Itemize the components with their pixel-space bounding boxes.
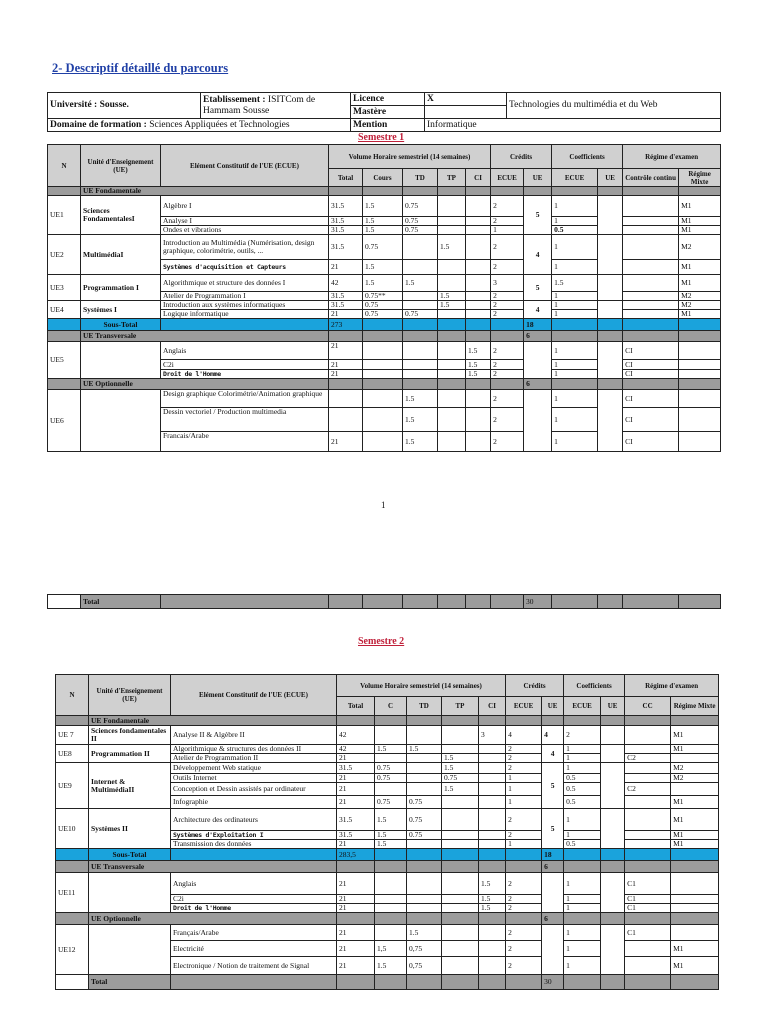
mention-value: Informatique	[425, 119, 721, 132]
header-coefficients: Coefficients	[552, 145, 623, 169]
domaine-cell: Domaine de formation : Sciences Appliquées et Technologies	[48, 119, 351, 132]
header-ecue: Elément Constitutif de l'UE (ECUE)	[161, 145, 329, 187]
licence-mark: X	[425, 93, 507, 106]
mention-label: Mention	[351, 119, 425, 132]
table-row: UE10 Systèmes II Architecture des ordinateurs 31.5 1.5 0.75 2 5 1 M1	[56, 809, 719, 831]
ue-fondamentale-label: UE Fondamentale	[89, 716, 337, 726]
header-controle: Contrôle continu	[623, 169, 679, 187]
table-row: Electricité 21 1,5 0,75 2 1 M1	[56, 941, 719, 957]
semester-1-title: Semestre 1	[358, 132, 405, 143]
table-row: Dessin vectoriel / Production multimedia 1.5 2 1 CI	[48, 408, 721, 432]
table-row: UE 7 Sciences fondamentales II Analyse II & Algèbre II 42 3 4 4 2 M1	[56, 726, 719, 745]
table-row: UE3 Programmation I Algorithmique et structure des données I 42 1.5 1.5 3 5 1.5 M1	[48, 275, 721, 292]
table-row: Conception et Dessin assistés par ordinateur 21 1.5 1 0.5 C2	[56, 783, 719, 796]
page-number: 1	[381, 500, 386, 510]
header-credit-ue: UE	[524, 169, 552, 187]
header-total: Total	[329, 169, 363, 187]
ue-transversale-label: UE Transversale	[89, 861, 337, 873]
table-row: Systèmes d'Exploitation I 31.5 1.5 0.75 2 1 M1	[56, 831, 719, 840]
table-row: UE9 Internet & MultimédiaII Développement Web statique 31.5 0.75 1.5 2 5 1 M2	[56, 763, 719, 774]
table-row: UE8 Programmation II Algorithmique & structures des données II 42 1.5 1.5 2 4 1 M1	[56, 745, 719, 754]
table-row: UE4 Systèmes I Introduction aux systèmes informatiques 31.5 0.75 1.5 2 4 1 M2	[48, 301, 721, 310]
etablissement-cell: Etablissement : ISITCom de Hammam Sousse	[201, 93, 351, 119]
table-row: Atelier de Programmation I 31.5 0.75** 1.5 2 1 M2	[48, 292, 721, 301]
header-ci: CI	[466, 169, 491, 187]
header-mixte: Régime Mixte	[679, 169, 721, 187]
table-row: UE1 Sciences FondamentalesI Algèbre I 31.5 1.5 0.75 2 5 1 M1	[48, 196, 721, 217]
ue-optionnelle-label: UE Optionnelle	[81, 379, 329, 390]
header-coef-ue: UE	[598, 169, 623, 187]
table-row: Transmission des données 21 1.5 1 0.5 M1	[56, 840, 719, 849]
subtotal-row: Sous-Total 273 18	[48, 319, 721, 331]
program-info-table	[47, 92, 721, 132]
table-row: Outils Internet 21 0.75 0.75 1 0.5 M2	[56, 774, 719, 783]
table-row: C2i 21 1.5 2 1 C1	[56, 895, 719, 904]
ue-transversale-label: UE Transversale	[81, 331, 329, 342]
table-row: Francais/Arabe 21 1.5 2 1 CI	[48, 432, 721, 452]
header-tp: TP	[438, 169, 466, 187]
program-title: Technologies du multimédia et du Web	[507, 93, 721, 119]
table-row: Infographie 21 0.75 0.75 1 0.5 M1	[56, 796, 719, 809]
table-row: C2i 21 1.5 2 1 CI	[48, 360, 721, 370]
semester-1-table: N Unité d'Enseignement (UE) Elément Constitutif de l'UE (ECUE) Volume Horaire semestriel (14 semaines) Crédits Coefficients Régime d'examen Total Cours TD TP CI ECUE UE ECUE UE Contrôle continu Régime Mixte UE Fondamentale UE1 Sciences FondamentalesI Algèbre I 31.5 1.5 0.75 2 5 1 M1 Analyse I 31.5 1.5 0.75 2 1 M1 Ondes et vibrations 31.5 1.5 0.75 1 0.5 M1 UE2 MultimédiaI Introduction au Multimédia (Numérisation, design graphique, colorimétrie, outils, ... 31.5 0.75 1.5 2 4 1 M2 Systèmes d'acquisition et Capteurs 21 1.5 2 1 M1 UE3 Programmation I Algorithmique et structure des données I 42 1.5 1.5 3 5 1.5 M1 Atelier de Programmation I 31.5 0.75** 1.5 2 1 M2 UE4 Systèmes I Introduction aux systèmes informatiques 31.5 0.75 1.5 2 4 1 M2 Logique informatique 21 0.75 0.75 2 1 M1 Sous-Total 273 18 UE Transversale 6 UE5 Anglais 21 1.5 2 1 CI C2i 21 1.5 2 1 CI Droit de l'Homme 21 1.5 2 1 CI UE Optionnelle 6 UE6 Design graphique Colorimétrie/Animation graphique 1.5 2 1 CI Dessin vectoriel / Production multimedia 1.5 2 1 CI Francais/Arabe 21 1.5 2 1 CI	[47, 144, 721, 452]
mastere-label: Mastère	[351, 106, 425, 119]
header-n: N	[48, 145, 81, 187]
table-row: Droit de l'Homme 21 1.5 2 1 CI	[48, 370, 721, 379]
table-row: UE12 Français/Arabe 21 1.5 2 1 C1	[56, 925, 719, 941]
header-credit-ecue: ECUE	[491, 169, 524, 187]
table-row: Atelier de Programmation II 21 1.5 2 1 C2	[56, 754, 719, 763]
table-row: Analyse I 31.5 1.5 0.75 2 1 M1	[48, 217, 721, 226]
table-row: UE2 MultimédiaI Introduction au Multimédia (Numérisation, design graphique, colorimétrie, outils, ... 31.5 0.75 1.5 2 4 1 M2	[48, 235, 721, 260]
table-row: UE6 Design graphique Colorimétrie/Animation graphique 1.5 2 1 CI	[48, 390, 721, 408]
section-heading: 2- Descriptif détaillé du parcours	[52, 61, 229, 75]
table-row: Logique informatique 21 0.75 0.75 2 1 M1	[48, 310, 721, 319]
semester-2-total: Total 30	[56, 975, 719, 990]
semester-1-total: Total 30	[47, 594, 721, 609]
table-row: UE5 Anglais 21 1.5 2 1 CI	[48, 342, 721, 360]
ue-fondamentale-label: UE Fondamentale	[81, 187, 329, 196]
licence-label: Licence	[351, 93, 425, 106]
semester-2-title: Semestre 2	[358, 636, 405, 647]
ue-optionnelle-label: UE Optionnelle	[89, 913, 337, 925]
semester-2-table: N Unité d'Enseignement (UE) Elément Constitutif de l'UE (ECUE) Volume Horaire semestriel (14 semaines) Crédits Coefficients Régime d'examen Total C TD TP CI ECUE UE ECUE UE CC Régime Mixte UE Fondamentale UE 7 Sciences fondamentales II Analyse II & Algèbre II 42 3 4 4 2 M1 UE8 Programmation II Algorithmique & structures des données II 42 1.5 1.5 2 4 1 M1 Atelier de Programmation II 21 1.5 2 1 C2 UE9 Internet & MultimédiaII Développement Web statique 31.5 0.75 1.5 2 5 1 M2 Outils Internet 21 0.75 0.75 1 0.5 M2 Conception et Dessin assistés par ordinateur 21 1.5 1 0.5 C2 Infographie 21 0.75 0.75 1 0.5 M1 UE10 Systèmes II Architecture des ordinateurs 31.5 1.5 0.75 2 5 1 M1 Systèmes d'Exploitation I 31.5 1.5 0.75 2 1 M1 Transmission des données 21 1.5 1 0.5 M1 Sous-Total 283,5 18 UE Transversale 6 UE11 Anglais 21 1.5 2 1 C1 C2i 21 1.5 2 1 C1 Droit de l'Homme 21 1.5 2 1 C1 UE Optionnelle 6 UE12 Français/Arabe 21 1.5 2 1 C1 Electricité 21 1,5 0,75 2 1 M1 Electronique / Notion de traitement de Signal 21 1.5 0,75 2 1 M1 Total 30	[55, 674, 719, 990]
header-volume: Volume Horaire semestriel (14 semaines)	[329, 145, 491, 169]
header-credits: Crédits	[491, 145, 552, 169]
table-row: Ondes et vibrations 31.5 1.5 0.75 1 0.5 M1	[48, 226, 721, 235]
header-coef-ecue: ECUE	[552, 169, 598, 187]
table-row: Systèmes d'acquisition et Capteurs 21 1.5 2 1 M1	[48, 260, 721, 275]
table-row: Electronique / Notion de traitement de Signal 21 1.5 0,75 2 1 M1	[56, 957, 719, 975]
subtotal-row: Sous-Total 283,5 18	[56, 849, 719, 861]
table-row: Droit de l'Homme 21 1.5 2 1 C1	[56, 904, 719, 913]
header-cours: Cours	[363, 169, 403, 187]
universite-label: Université : Sousse.	[48, 93, 201, 119]
table-row: UE11 Anglais 21 1.5 2 1 C1	[56, 873, 719, 895]
header-ue: Unité d'Enseignement (UE)	[81, 145, 161, 187]
header-td: TD	[403, 169, 438, 187]
header-regime: Régime d'examen	[623, 145, 721, 169]
